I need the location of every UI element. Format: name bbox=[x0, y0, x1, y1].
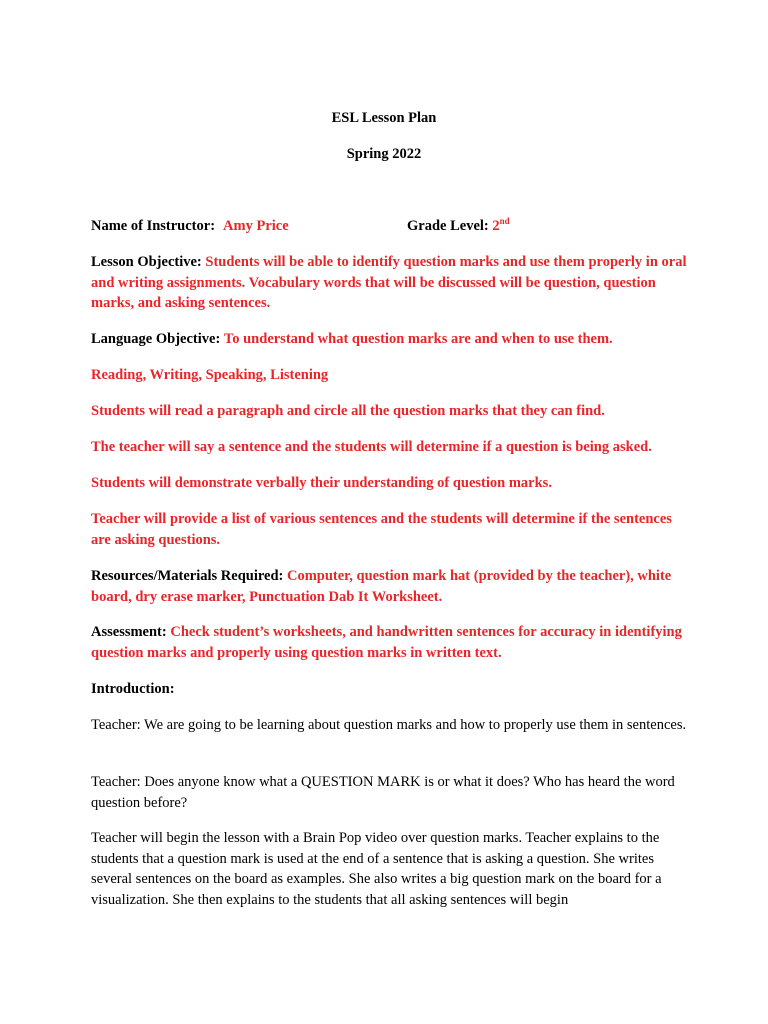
intro-paragraph: Teacher: Does anyone know what a QUESTION MARK is or what it does? Who has heard the word question before? bbox=[91, 774, 675, 811]
introduction-heading: Introduction: bbox=[91, 681, 175, 697]
document-term: Spring 2022 bbox=[346, 146, 422, 162]
skills-line: Reading, Writing, Speaking, Listening bbox=[91, 367, 329, 383]
lesson-objective-label: Lesson Objective: bbox=[91, 254, 202, 270]
assessment bbox=[91, 622, 691, 663]
intro-paragraph: Teacher: We are going to be learning about question marks and how to properly use them in sentences. bbox=[91, 717, 687, 733]
grade-level bbox=[407, 216, 510, 237]
activity-item: Students will demonstrate verbally their understanding of question marks. bbox=[91, 475, 552, 491]
grade-suffix: nd bbox=[499, 216, 510, 227]
resources bbox=[91, 566, 691, 607]
language-objective-label: Language Objective: bbox=[91, 331, 221, 347]
instructor-name: Amy Price bbox=[223, 218, 289, 234]
language-objective-text: To understand what question marks are and when to use them. bbox=[223, 331, 613, 347]
instructor-label: Name of Instructor: bbox=[91, 218, 216, 234]
lesson-objective-text: Students will be able to identify question marks and use them properly in oral and writing assignments. Vocabulary words that will be discussed will be question, question marks, and asking sentences. bbox=[91, 254, 687, 311]
lesson-objective bbox=[91, 252, 691, 314]
assessment-text: Check student’s worksheets, and handwritten sentences for accuracy in identifying question marks and properly using question marks in written text. bbox=[91, 624, 682, 661]
activity-item: Teacher will provide a list of various sentences and the students will determine if the sentences are asking questions. bbox=[91, 511, 672, 548]
intro-paragraph: Teacher will begin the lesson with a Brain Pop video over question marks. Teacher explains to the students that a question mark is used at the end of a sentence that is asking a question. She writes several sentences on the board as examples. She also writes a big question mark on the board for a visualization. She then explains to the students that all asking sentences will begin bbox=[91, 830, 662, 908]
activity-item: Students will read a paragraph and circle all the question marks that they can find. bbox=[91, 403, 605, 419]
grade-label: Grade Level: bbox=[407, 218, 489, 234]
instructor-row bbox=[91, 216, 691, 237]
assessment-label: Assessment: bbox=[91, 624, 167, 640]
grade-value: 2 bbox=[492, 218, 500, 234]
activity-item: The teacher will say a sentence and the students will determine if a question is being asked. bbox=[91, 439, 652, 455]
resources-label: Resources/Materials Required: bbox=[91, 568, 284, 584]
resources-text: Computer, question mark hat (provided by the teacher), white board, dry erase marker, Punctuation Dab It Worksheet. bbox=[91, 568, 672, 605]
document-title: ESL Lesson Plan bbox=[331, 110, 437, 126]
language-objective bbox=[91, 329, 691, 350]
